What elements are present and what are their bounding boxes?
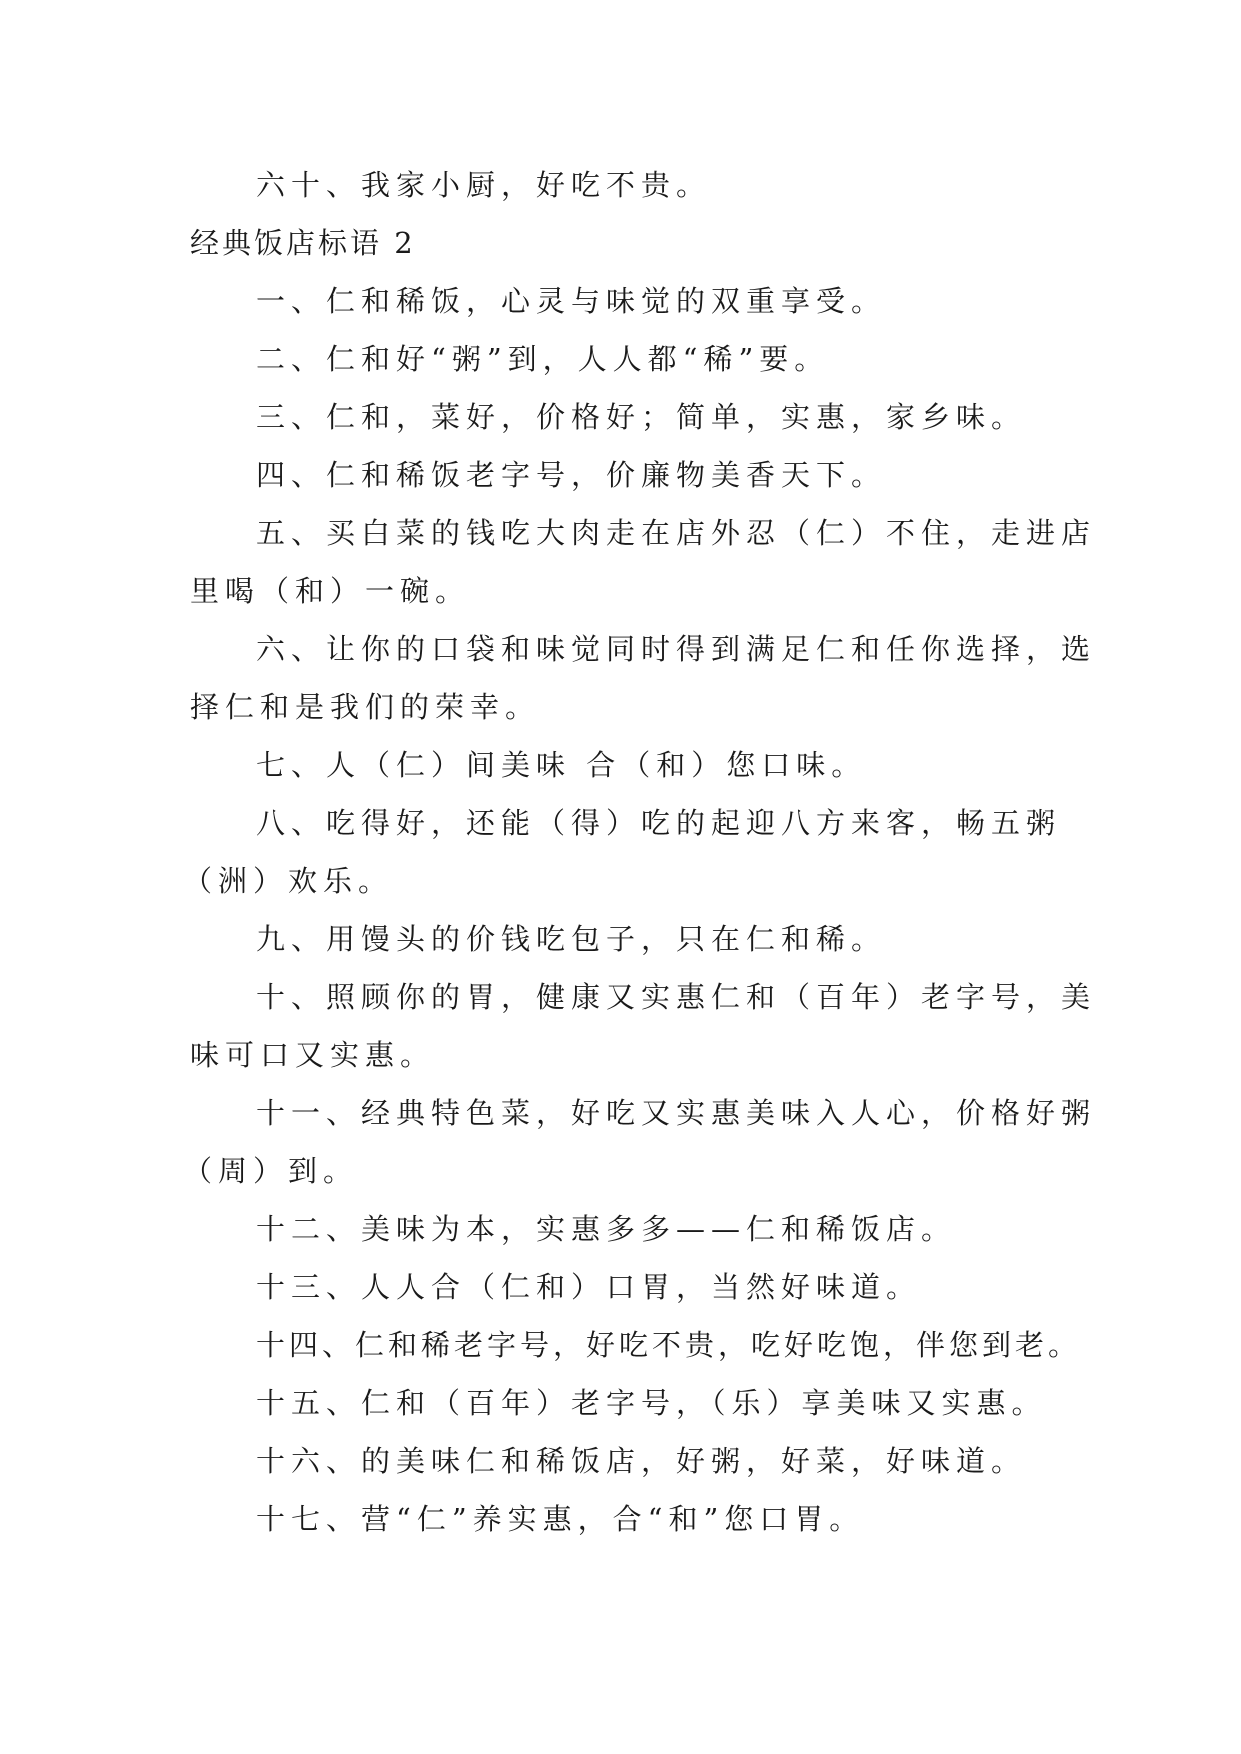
text-line: 味可口又实惠。 (190, 1038, 436, 1072)
text-line: 择仁和是我们的荣幸。 (190, 690, 541, 724)
text-line: 里喝（和）一碗。 (190, 574, 471, 608)
text-line: （周）到。 (183, 1154, 359, 1188)
text-line: 十三、人人合（仁和）口胃，当然好味道。 (256, 1270, 922, 1304)
text-line: 九、用馒头的价钱吃包子，只在仁和稀。 (256, 922, 887, 956)
text-line: 十七、营“仁”养实惠，合“和”您口胃。 (256, 1502, 865, 1536)
text-line: 十、照顾你的胃，健康又实惠仁和（百年）老字号，美 (256, 980, 1097, 1014)
text-line: 三、仁和，菜好，价格好；简单，实惠，家乡味。 (256, 400, 1027, 434)
text-line: 八、吃得好，还能（得）吃的起迎八方来客，畅五粥 (256, 806, 1062, 840)
text-line: 十二、美味为本，实惠多多——仁和稀饭店。 (256, 1212, 957, 1246)
text-line: 十四、仁和稀老字号，好吃不贵，吃好吃饱，伴您到老。 (256, 1328, 1082, 1362)
text-line: 四、仁和稀饭老字号，价廉物美香天下。 (256, 458, 887, 492)
text-line: 七、人（仁）间美味 合（和）您口味。 (256, 748, 867, 782)
text-line: （洲）欢乐。 (183, 864, 394, 898)
text-line: 二、仁和好“粥”到，人人都“稀”要。 (256, 342, 830, 376)
text-line: 五、买白菜的钱吃大肉走在店外忍（仁）不住，走进店 (256, 516, 1097, 550)
section-heading: 经典饭店标语 2 (190, 226, 416, 260)
text-line: 十五、仁和（百年）老字号，（乐）享美味又实惠。 (256, 1386, 1047, 1420)
text-line: 十一、经典特色菜，好吃又实惠美味入人心，价格好粥 (256, 1096, 1097, 1130)
text-line: 六、让你的口袋和味觉同时得到满足仁和任你选择，选 (256, 632, 1097, 666)
text-line: 十六、的美味仁和稀饭店，好粥，好菜，好味道。 (256, 1444, 1027, 1478)
text-line: 一、仁和稀饭，心灵与味觉的双重享受。 (256, 284, 887, 318)
text-line: 六十、我家小厨，好吃不贵。 (256, 168, 712, 202)
